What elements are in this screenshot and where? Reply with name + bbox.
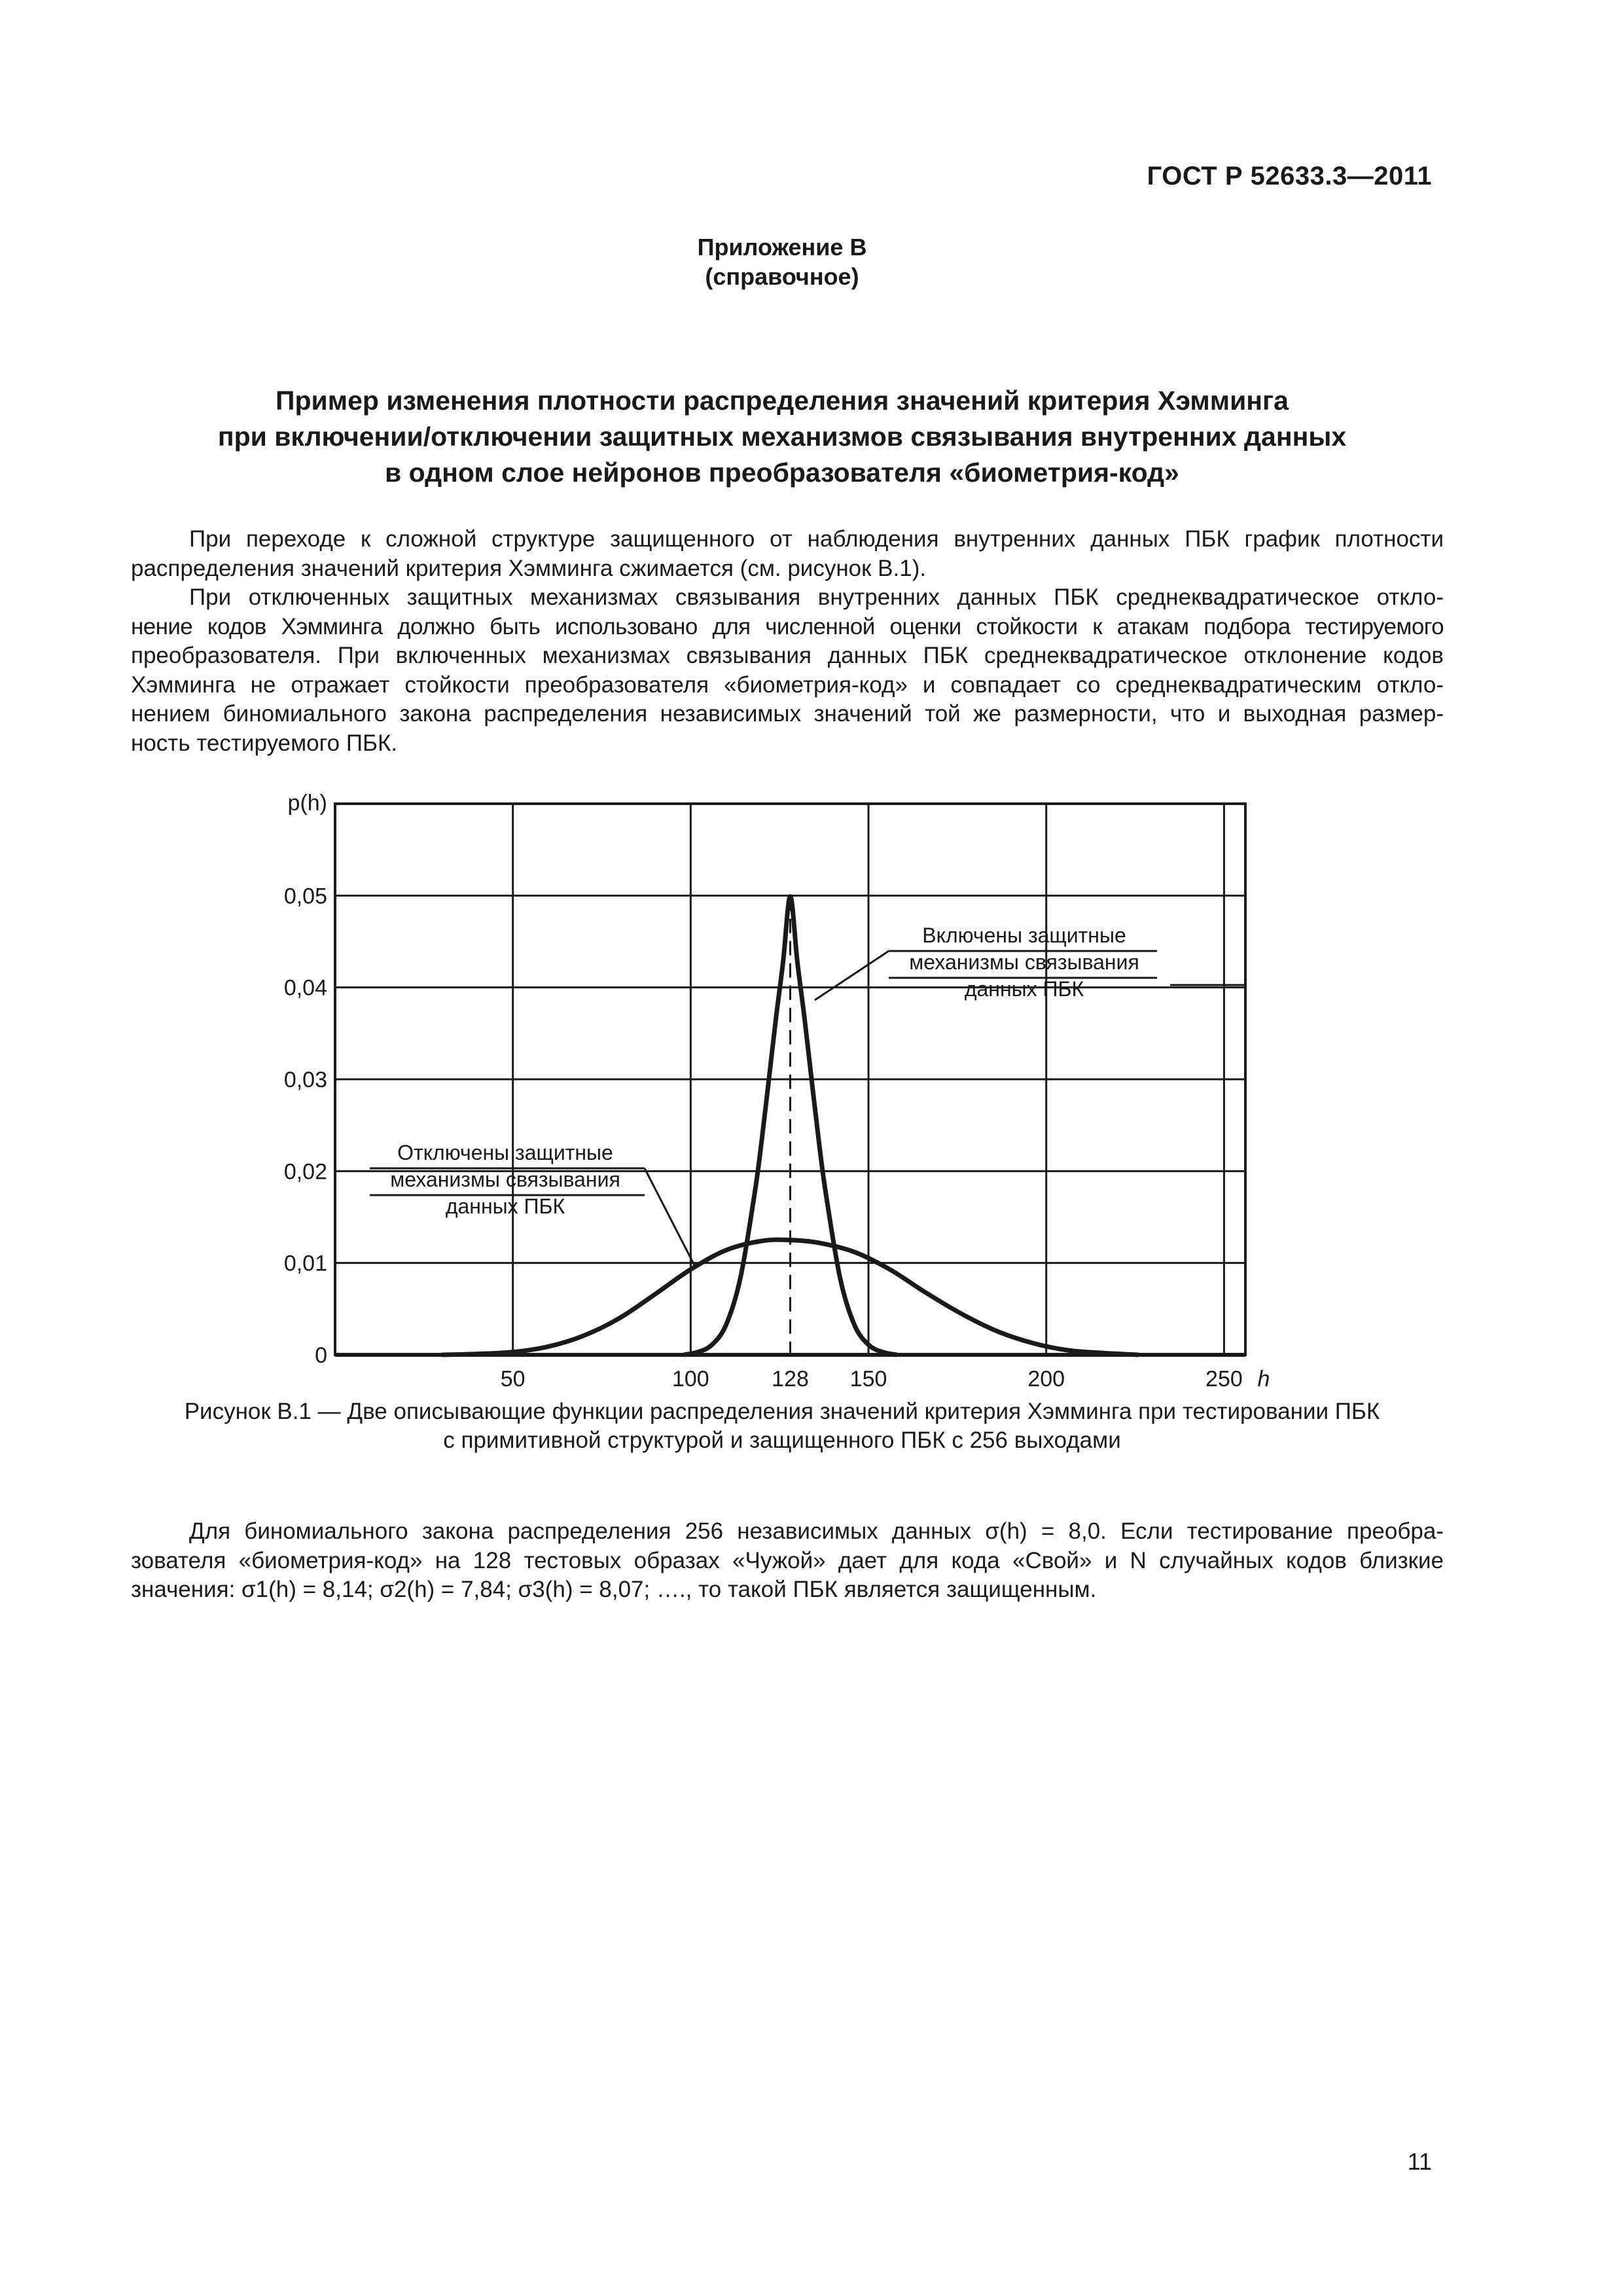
- appendix-type: (справочное): [705, 263, 859, 290]
- y-tick-label: 0,02: [283, 1159, 327, 1185]
- paragraph-line: ность тестируемого ПБК.: [131, 730, 398, 756]
- x-tick-label: 150: [849, 1367, 887, 1391]
- annotation-on-label: механизмы связывания: [909, 950, 1139, 974]
- chart-annotations: [370, 924, 1245, 1266]
- x-tick-label: 100: [671, 1367, 709, 1391]
- annotation-on-label: данных ПБК: [964, 977, 1084, 1001]
- appendix-label: Приложение В: [697, 234, 867, 260]
- caption-line: с примитивной структурой и защищенного ПБК с 256 выходами: [443, 1427, 1121, 1453]
- paragraph-line: распределения значений критерия Хэмминга сжимается (см. рисунок В.1).: [131, 555, 927, 581]
- figure-caption: [98, 1397, 1466, 1455]
- paragraph-line: Хэмминга не отражает стойкости преобразователя «биометрия-код» и совпадает со среднеквадратическим откло-: [131, 672, 1444, 698]
- y-axis-label: p(h): [287, 791, 327, 816]
- paragraph-line: Для биномиального закона распределения 256 независимых данных σ(h) = 8,0. Если тестирование преобра-: [189, 1518, 1444, 1544]
- y-tick-label: 0,03: [283, 1067, 327, 1092]
- annotation-on-leader: [815, 951, 889, 1000]
- y-tick-label: 0: [315, 1343, 327, 1368]
- annotation-off-leader: [645, 1168, 695, 1266]
- y-tick-label: 0,01: [283, 1251, 327, 1276]
- y-tick-label: 0,05: [283, 884, 327, 909]
- caption-line: Рисунок В.1 — Две описывающие функции распределения значений критерия Хэмминга при тестировании ПБК: [184, 1399, 1380, 1424]
- chart-ticks: [284, 791, 1270, 1391]
- standard-number: ГОСТ Р 52633.3—2011: [1147, 162, 1432, 190]
- paragraph-line: нение кодов Хэмминга должно быть использовано для численной оценки стойкости к атакам подбора тестируемого: [131, 613, 1444, 639]
- paragraph-line: значения: σ1(h) = 8,14; σ2(h) = 7,84; σ3(h) = 8,07; …., то такой ПБК является защищенным.: [131, 1577, 1097, 1602]
- paragraph-line: При переходе к сложной структуре защищенного от наблюдения внутренних данных ПБК график плотности: [189, 526, 1444, 552]
- paragraph-line: зователя «биометрия-код» на 128 тестовых образах «Чужой» дает для кода «Свой» и N случайных кодов близкие: [131, 1547, 1444, 1573]
- y-tick-label: 0,04: [283, 975, 327, 1001]
- annotation-off-label: данных ПБК: [445, 1194, 565, 1218]
- x-tick-label: 250: [1205, 1367, 1243, 1391]
- x-tick-label: 128: [772, 1367, 809, 1391]
- chart-grid: [335, 804, 1245, 1355]
- paragraph-line: При отключенных защитных механизмах связывания внутренних данных ПБК среднеквадратическое откло-: [189, 584, 1444, 610]
- page-number: 11: [1407, 2148, 1432, 2175]
- x-tick-label: 200: [1027, 1367, 1065, 1391]
- paragraph-line: нением биномиального закона распределения независимых значений той же размерности, что и выходная размер-: [131, 701, 1444, 726]
- title-line: в одном слое нейронов преобразователя «биометрия-код»: [384, 457, 1179, 488]
- title-line: Пример изменения плотности распределения значений критерия Хэмминга: [276, 386, 1289, 416]
- paragraph-3: [131, 1517, 1444, 1605]
- paragraph-line: преобразователя. При включенных механизмах связывания данных ПБК среднеквадратическое отклонение кодов: [131, 643, 1444, 668]
- annotation-off-label: механизмы связывания: [390, 1168, 620, 1191]
- title-line: при включении/отключении защитных механизмов связывания внутренних данных: [217, 422, 1347, 452]
- annotation-off-label: Отключены защитные: [397, 1141, 613, 1164]
- x-tick-label: 50: [500, 1367, 526, 1391]
- annotation-on-label: Включены защитные: [922, 924, 1126, 947]
- x-axis-label: h: [1257, 1367, 1270, 1391]
